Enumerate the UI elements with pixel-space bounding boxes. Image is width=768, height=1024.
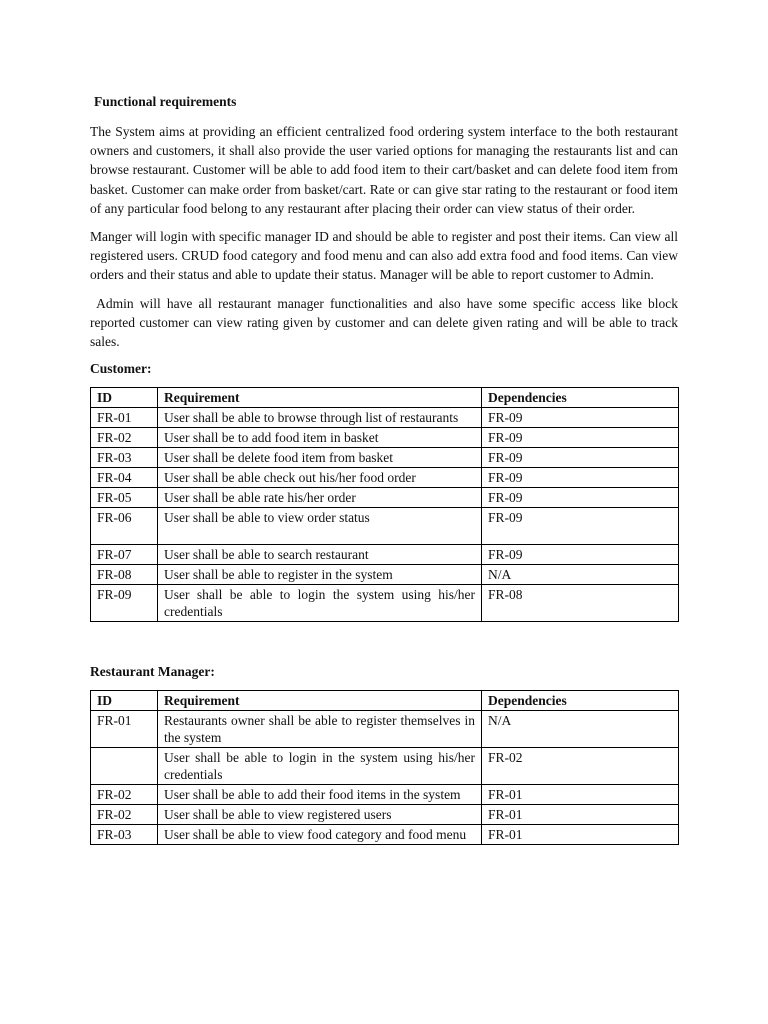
table-row: [91, 825, 679, 845]
cell-dependency: FR-08: [482, 585, 679, 622]
table-row: [91, 545, 679, 565]
table-row: [91, 805, 679, 825]
table-row: [91, 408, 679, 428]
cell-id: FR-02: [91, 785, 158, 805]
cell-requirement: User shall be able to add their food items in the system: [158, 785, 482, 805]
table-row: [91, 585, 679, 622]
cell-requirement: User shall be able to search restaurant: [158, 545, 482, 565]
cell-id: FR-09: [91, 585, 158, 622]
cell-requirement: User shall be able to register in the system: [158, 565, 482, 585]
cell-id: FR-07: [91, 545, 158, 565]
column-header-id: ID: [91, 388, 158, 408]
cell-dependency: FR-01: [482, 805, 679, 825]
cell-dependency: FR-09: [482, 448, 679, 468]
cell-id: FR-06: [91, 508, 158, 545]
cell-id: FR-04: [91, 468, 158, 488]
cell-dependency: FR-02: [482, 748, 679, 785]
cell-dependency: FR-09: [482, 488, 679, 508]
paragraph-system-overview: The System aims at providing an efficient centralized food ordering system interface to the both restaurant owners and customers, it shall also provide the user varied options for managing the restaurants list and can browse restaurant. Customer will be able to add food item to their cart/basket and can delete food item from basket. Customer can make order from basket/cart. Rate or can give star rating to the restaurant or food item of any particular food belong to any restaurant after placing their order can view status of their order.: [90, 124, 678, 216]
table-row: [91, 468, 679, 488]
cell-dependency: FR-09: [482, 545, 679, 565]
section-title: Functional requirements: [94, 94, 237, 109]
cell-dependency: N/A: [482, 711, 679, 748]
cell-id: FR-01: [91, 408, 158, 428]
column-header-requirement: Requirement: [158, 388, 482, 408]
column-header-requirement: Requirement: [158, 691, 482, 711]
table-row: [91, 748, 679, 785]
customer-heading: Customer:: [90, 361, 152, 377]
column-header-id: ID: [91, 691, 158, 711]
table-header-row: [91, 691, 679, 711]
cell-requirement: User shall be able to login the system using his/her credentials: [158, 585, 482, 622]
cell-dependency: N/A: [482, 565, 679, 585]
cell-dependency: FR-09: [482, 428, 679, 448]
customer-requirements-table: [90, 387, 679, 622]
column-header-dependencies: Dependencies: [482, 691, 679, 711]
table-row: [91, 448, 679, 468]
table-header-row: [91, 388, 679, 408]
cell-id: FR-01: [91, 711, 158, 748]
paragraph-admin: Admin will have all restaurant manager functionalities and also have some specific access like block reported customer can view rating given by customer and can delete given rating and will be able to track sales.: [90, 295, 682, 350]
table-row: [91, 565, 679, 585]
cell-id: FR-03: [91, 825, 158, 845]
table-row: [91, 488, 679, 508]
table-row: [91, 428, 679, 448]
column-header-dependencies: Dependencies: [482, 388, 679, 408]
paragraph-manager: Manger will login with specific manager ID and should be able to register and post their items. Can view all registered users. CRUD food category and food menu and can also add extra food and food items. Can view orders and their status and able to update their status. Manager will be able to report customer to Admin.: [90, 229, 678, 283]
cell-dependency: FR-09: [482, 468, 679, 488]
cell-dependency: FR-01: [482, 825, 679, 845]
cell-dependency: FR-01: [482, 785, 679, 805]
cell-id: FR-05: [91, 488, 158, 508]
cell-requirement: User shall be able to view order status: [158, 508, 482, 545]
cell-dependency: FR-09: [482, 508, 679, 545]
manager-heading: Restaurant Manager:: [90, 664, 215, 680]
table-row: [91, 785, 679, 805]
cell-requirement: User shall be able to view food category and food menu: [158, 825, 482, 845]
cell-id: FR-03: [91, 448, 158, 468]
cell-id: FR-02: [91, 428, 158, 448]
cell-requirement: User shall be able to login in the system using his/her credentials: [158, 748, 482, 785]
table-row: [91, 711, 679, 748]
cell-id: FR-08: [91, 565, 158, 585]
cell-requirement: User shall be able to browse through list of restaurants: [158, 408, 482, 428]
cell-requirement: Restaurants owner shall be able to register themselves in the system: [158, 711, 482, 748]
cell-requirement: User shall be delete food item from basket: [158, 448, 482, 468]
document-content: [90, 94, 682, 845]
table-row: [91, 508, 679, 545]
cell-dependency: FR-09: [482, 408, 679, 428]
manager-requirements-table: [90, 690, 679, 845]
cell-id: FR-02: [91, 805, 158, 825]
cell-requirement: User shall be able rate his/her order: [158, 488, 482, 508]
cell-requirement: User shall be to add food item in basket: [158, 428, 482, 448]
spacer: [90, 622, 678, 654]
cell-id: [91, 748, 158, 785]
cell-requirement: User shall be able check out his/her food order: [158, 468, 482, 488]
cell-requirement: User shall be able to view registered users: [158, 805, 482, 825]
